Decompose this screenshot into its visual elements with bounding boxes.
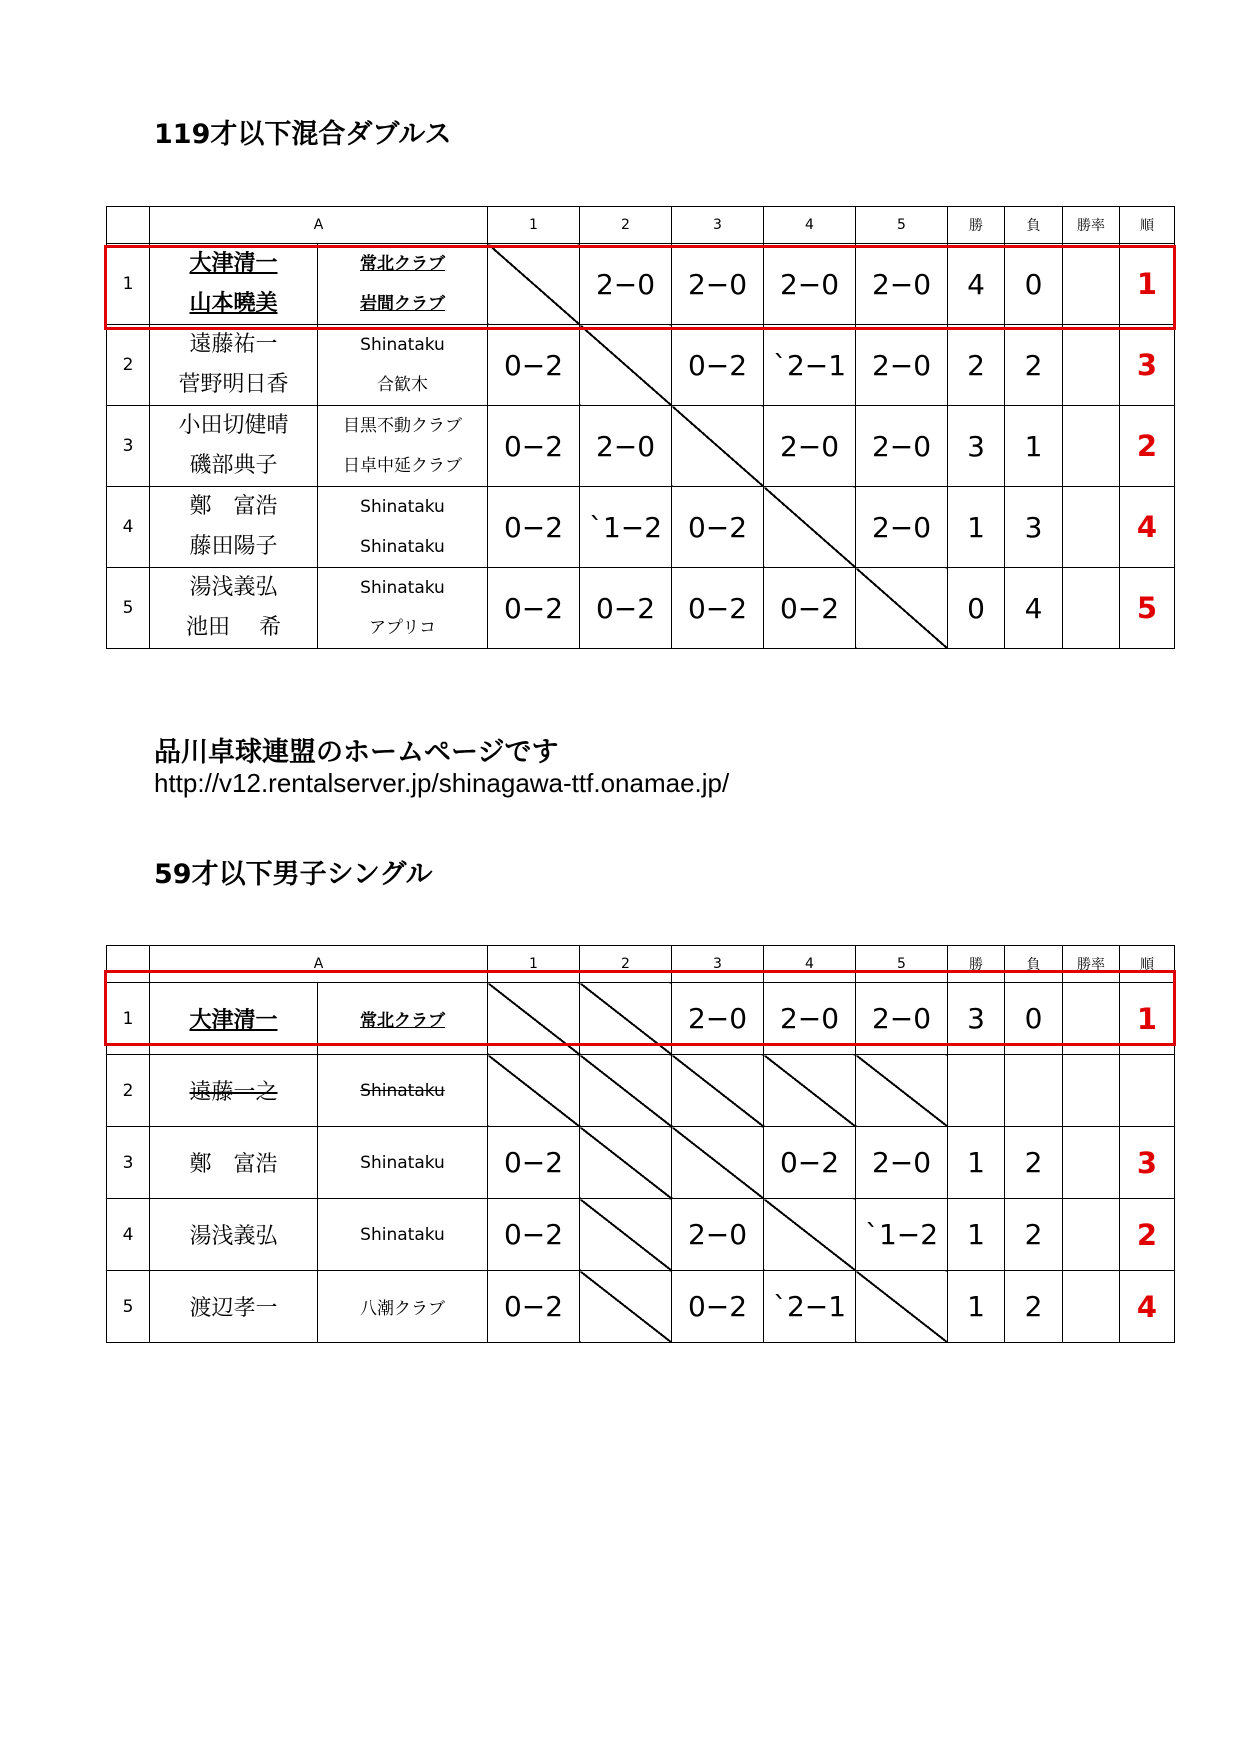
club-name (318, 1271, 488, 1343)
score-cell: 2−0 (856, 983, 948, 1055)
player-name: 大津清一 (189, 251, 278, 276)
score-cell: 2−0 (856, 1127, 948, 1199)
header-rank: 順 (1120, 207, 1175, 244)
player-names (150, 406, 318, 487)
rank-cell: 2 (1120, 406, 1175, 487)
club-name: 常北クラブ (360, 254, 445, 274)
withdrawn-match-cell (580, 983, 672, 1055)
club-name-text: Shinataku (360, 1080, 445, 1101)
club-name: Shinataku (360, 578, 445, 598)
table-row (107, 325, 1175, 406)
club-name-text: Shinataku (360, 1224, 445, 1245)
losses-cell: 3 (1005, 487, 1063, 568)
club-name: 岩間クラブ (360, 294, 445, 314)
section-title-mens-singles: 59才以下男子シングル (154, 859, 433, 890)
club-name-text: 八潮クラブ (360, 1299, 445, 1319)
wins-cell: 2 (948, 325, 1005, 406)
rank-cell: 3 (1120, 1127, 1175, 1199)
header-rank: 順 (1120, 946, 1175, 983)
self-match-cell (764, 487, 856, 568)
self-match-cell (764, 1199, 856, 1271)
withdrawn-match-cell (580, 1127, 672, 1199)
self-match-cell (672, 1127, 764, 1199)
rank-cell: 1 (1120, 983, 1175, 1055)
player-name-text: 渡辺孝一 (189, 1296, 278, 1321)
homepage-label: 品川卓球連盟のホームページです (154, 737, 559, 768)
player-name (150, 1127, 318, 1199)
header-col-4: 4 (764, 946, 856, 983)
score-cell: 2−0 (764, 406, 856, 487)
score-cell: 0−2 (764, 568, 856, 649)
win-rate-cell (1063, 1271, 1120, 1343)
withdrawn-match-cell (580, 1271, 672, 1343)
score-cell: `2−1 (764, 1271, 856, 1343)
rank-cell: 4 (1120, 1271, 1175, 1343)
table-row (107, 244, 1175, 325)
row-number: 3 (107, 1127, 150, 1199)
score-cell: 0−2 (672, 1271, 764, 1343)
header-losses: 負 (1005, 946, 1063, 983)
header-col-3: 3 (672, 207, 764, 244)
score-cell: 2−0 (672, 983, 764, 1055)
player-name-text: 大津清一 (189, 1008, 278, 1033)
score-cell: 2−0 (856, 244, 948, 325)
row-number: 1 (107, 244, 150, 325)
club-name-text: Shinataku (360, 1152, 445, 1173)
losses-cell: 1 (1005, 406, 1063, 487)
club-name (318, 1055, 488, 1127)
row-number: 5 (107, 568, 150, 649)
player-names (150, 325, 318, 406)
header-col-1: 1 (488, 207, 580, 244)
rank-cell: 4 (1120, 487, 1175, 568)
club-name-text: 常北クラブ (360, 1011, 445, 1031)
self-match-cell (488, 244, 580, 325)
score-cell: 2−0 (764, 244, 856, 325)
club-name (318, 1127, 488, 1199)
win-rate-cell (1063, 406, 1120, 487)
losses-cell: 2 (1005, 1271, 1063, 1343)
score-cell: 0−2 (488, 325, 580, 406)
row-number: 1 (107, 983, 150, 1055)
rank-cell: 5 (1120, 568, 1175, 649)
header-group: A (150, 207, 488, 244)
withdrawn-match-cell (764, 1055, 856, 1127)
self-match-cell (672, 406, 764, 487)
player-name: 藤田陽子 (189, 534, 278, 559)
player-name: 小田切健晴 (178, 413, 289, 438)
rank-cell: 2 (1120, 1199, 1175, 1271)
self-match-cell (856, 568, 948, 649)
self-match-cell (580, 1055, 672, 1127)
player-name: 磯部典子 (189, 453, 278, 478)
club-name: 目黒不動クラブ (343, 416, 462, 436)
player-clubs (318, 406, 488, 487)
table-row (107, 406, 1175, 487)
score-cell: 2−0 (856, 325, 948, 406)
score-cell: 0−2 (488, 568, 580, 649)
wins-cell: 0 (948, 568, 1005, 649)
table-row (107, 1271, 1175, 1343)
wins-cell: 1 (948, 1127, 1005, 1199)
withdrawn-match-cell (672, 1055, 764, 1127)
self-match-cell (488, 983, 580, 1055)
losses-cell: 0 (1005, 244, 1063, 325)
row-number: 2 (107, 325, 150, 406)
score-cell: 0−2 (764, 1127, 856, 1199)
wins-cell: 1 (948, 1199, 1005, 1271)
row-number: 5 (107, 1271, 150, 1343)
score-cell: 0−2 (672, 568, 764, 649)
player-name (150, 1199, 318, 1271)
rank-cell: 1 (1120, 244, 1175, 325)
score-cell: 2−0 (580, 244, 672, 325)
row-number: 4 (107, 1199, 150, 1271)
player-name (150, 1055, 318, 1127)
win-rate-cell (1063, 487, 1120, 568)
score-cell: 0−2 (672, 487, 764, 568)
score-cell: 2−0 (856, 487, 948, 568)
score-cell: 0−2 (488, 1127, 580, 1199)
table-row (107, 1127, 1175, 1199)
mixed-doubles-league-table (106, 206, 1175, 649)
player-clubs (318, 325, 488, 406)
header-wins: 勝 (948, 946, 1005, 983)
player-name: 菅野明日香 (178, 372, 289, 397)
wins-cell: 1 (948, 1271, 1005, 1343)
wins-cell: 4 (948, 244, 1005, 325)
header-col-2: 2 (580, 946, 672, 983)
player-name (150, 983, 318, 1055)
header-win-rate: 勝率 (1063, 207, 1120, 244)
losses-cell: 0 (1005, 983, 1063, 1055)
table-row (107, 568, 1175, 649)
withdrawn-match-cell (856, 1055, 948, 1127)
table-row (107, 1199, 1175, 1271)
header-no-cell (107, 946, 150, 983)
header-col-5: 5 (856, 207, 948, 244)
header-col-2: 2 (580, 207, 672, 244)
header-col-4: 4 (764, 207, 856, 244)
wins-cell: 3 (948, 406, 1005, 487)
header-col-1: 1 (488, 946, 580, 983)
player-names (150, 244, 318, 325)
score-cell: `1−2 (580, 487, 672, 568)
club-name: 日卓中延クラブ (343, 456, 462, 476)
wins-cell (948, 1055, 1005, 1127)
player-name: 湯浅義弘 (189, 575, 278, 600)
losses-cell: 2 (1005, 1199, 1063, 1271)
withdrawn-match-cell (580, 1199, 672, 1271)
header-group: A (150, 946, 488, 983)
rank-cell: 3 (1120, 325, 1175, 406)
player-name-text: 鄭 富浩 (189, 1152, 278, 1177)
self-match-cell (580, 325, 672, 406)
club-name: 合歓木 (377, 375, 428, 395)
losses-cell: 4 (1005, 568, 1063, 649)
score-cell: 2−0 (672, 1199, 764, 1271)
mens-singles-league-table (106, 945, 1175, 1343)
player-name: 山本曉美 (189, 291, 278, 316)
table-row (107, 1055, 1175, 1127)
club-name: Shinataku (360, 537, 445, 557)
score-cell: 2−0 (672, 244, 764, 325)
losses-cell (1005, 1055, 1063, 1127)
win-rate-cell (1063, 325, 1120, 406)
player-clubs (318, 487, 488, 568)
win-rate-cell (1063, 983, 1120, 1055)
player-name-text: 遠藤一之 (189, 1080, 278, 1105)
homepage-url-link[interactable]: http://v12.rentalserver.jp/shinagawa-ttf.onamae.jp/ (154, 768, 730, 798)
losses-cell: 2 (1005, 1127, 1063, 1199)
withdrawn-match-cell (488, 1055, 580, 1127)
header-wins: 勝 (948, 207, 1005, 244)
wins-cell: 3 (948, 983, 1005, 1055)
row-number: 4 (107, 487, 150, 568)
section-title-mixed-doubles: 119才以下混合ダブルス (154, 119, 452, 150)
win-rate-cell (1063, 244, 1120, 325)
player-names (150, 568, 318, 649)
player-clubs (318, 244, 488, 325)
win-rate-cell (1063, 1127, 1120, 1199)
player-name (150, 1271, 318, 1343)
club-name: アプリコ (369, 618, 436, 638)
club-name (318, 983, 488, 1055)
score-cell: 0−2 (672, 325, 764, 406)
score-cell: 0−2 (488, 1271, 580, 1343)
score-cell: 0−2 (488, 406, 580, 487)
self-match-cell (856, 1271, 948, 1343)
row-number: 2 (107, 1055, 150, 1127)
score-cell: 0−2 (580, 568, 672, 649)
player-names (150, 487, 318, 568)
rank-cell (1120, 1055, 1175, 1127)
table-row (107, 487, 1175, 568)
club-name: Shinataku (360, 335, 445, 355)
player-clubs (318, 568, 488, 649)
win-rate-cell (1063, 1199, 1120, 1271)
header-no-cell (107, 207, 150, 244)
score-cell: `2−1 (764, 325, 856, 406)
header-losses: 負 (1005, 207, 1063, 244)
score-cell: 2−0 (764, 983, 856, 1055)
score-cell: 0−2 (488, 1199, 580, 1271)
score-cell: 2−0 (856, 406, 948, 487)
wins-cell: 1 (948, 487, 1005, 568)
player-name: 池田 希 (186, 615, 281, 640)
club-name: Shinataku (360, 497, 445, 517)
player-name: 遠藤祐一 (189, 332, 278, 357)
score-cell: 2−0 (580, 406, 672, 487)
player-name: 鄭 富浩 (189, 494, 278, 519)
club-name (318, 1199, 488, 1271)
player-name-text: 湯浅義弘 (189, 1224, 278, 1249)
table-header-row (107, 946, 1175, 983)
win-rate-cell (1063, 568, 1120, 649)
table-header-row (107, 207, 1175, 244)
score-cell: 0−2 (488, 487, 580, 568)
win-rate-cell (1063, 1055, 1120, 1127)
header-win-rate: 勝率 (1063, 946, 1120, 983)
table-row (107, 983, 1175, 1055)
losses-cell: 2 (1005, 325, 1063, 406)
header-col-5: 5 (856, 946, 948, 983)
score-cell: `1−2 (856, 1199, 948, 1271)
header-col-3: 3 (672, 946, 764, 983)
row-number: 3 (107, 406, 150, 487)
